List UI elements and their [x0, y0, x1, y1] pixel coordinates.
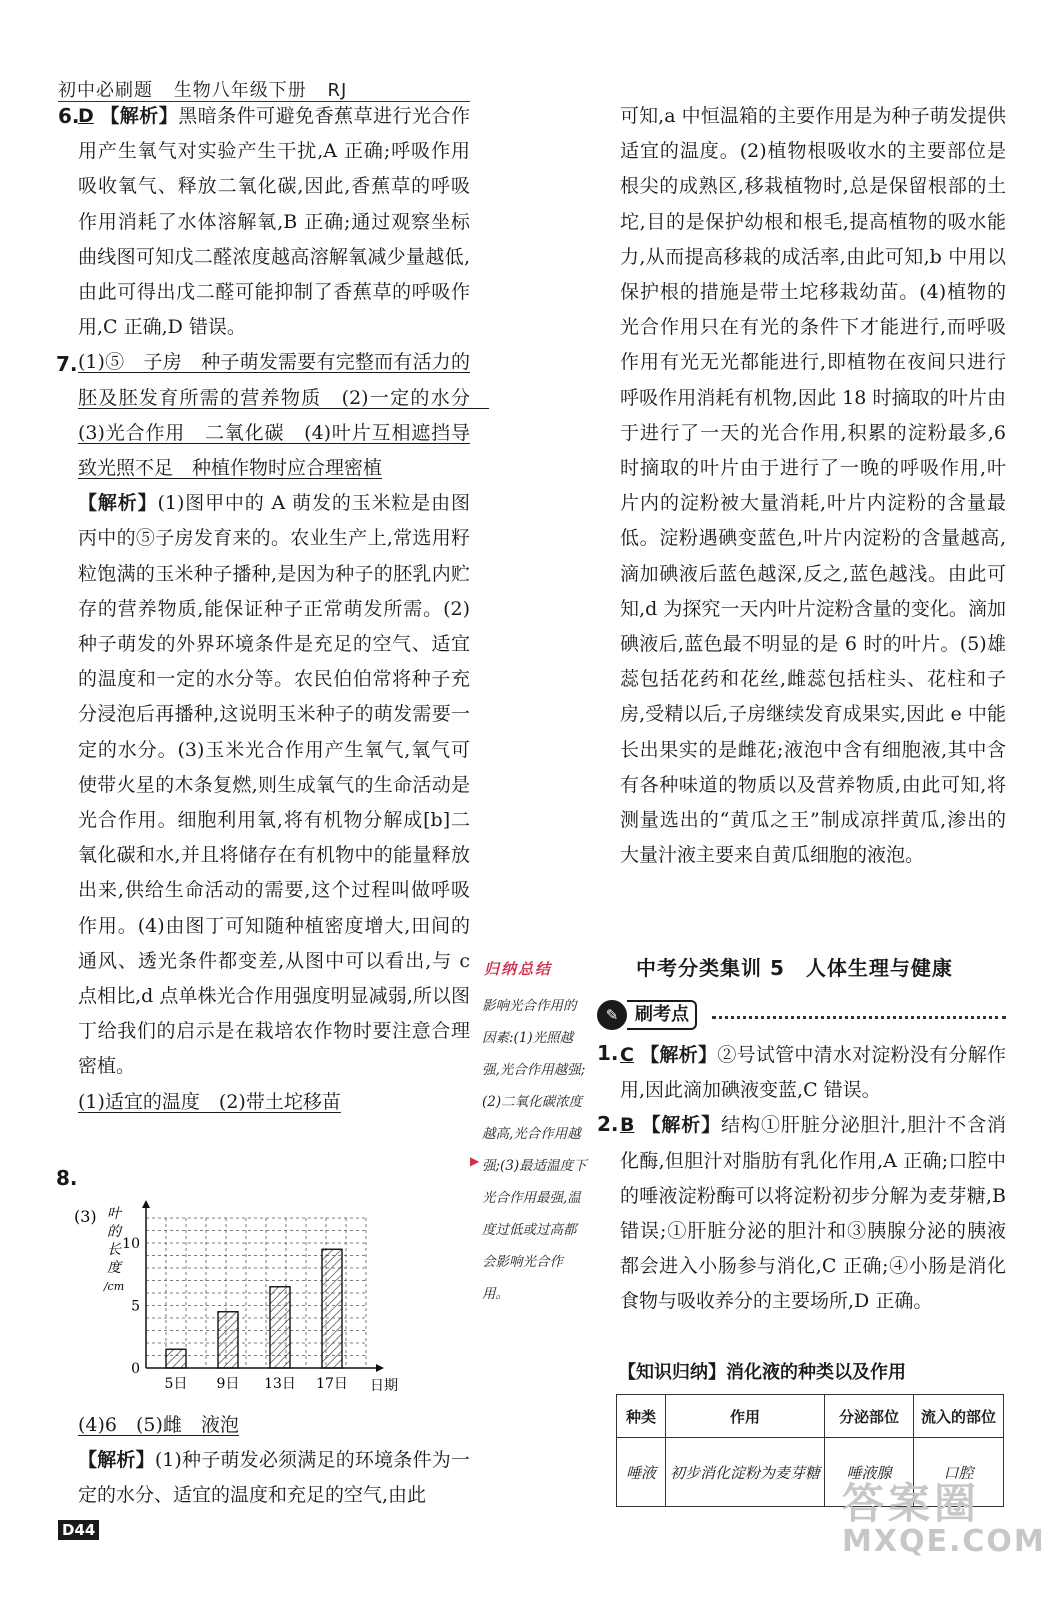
table-cell: 唾液: [617, 1438, 666, 1507]
x-axis-label: 日期: [370, 1378, 398, 1394]
q7-tag: 【解析】: [78, 492, 158, 515]
table-header: 作用: [666, 1395, 825, 1438]
bar: [270, 1287, 290, 1368]
q6-number: 6.: [58, 104, 80, 128]
y-axis-label: 度: [107, 1260, 121, 1276]
table-header: 种类: [617, 1395, 666, 1438]
q6-block: [78, 99, 470, 345]
leaf-length-chart: [70, 1198, 398, 1406]
q6-answer: D: [78, 105, 94, 127]
q7-answer: (1)⑤ 子房 种子萌发需要有完整而有活力的胚及胚发育所需的营养物质 (2)一定的水分 (3)光合作用 二氧化碳 (4)叶片互相遮挡导致光照不足 种植作物时应合理密植: [78, 351, 490, 480]
r-q2-tag: 【解析】: [641, 1114, 722, 1137]
y-axis-arrow-icon: [142, 1200, 150, 1208]
y-axis-label: 的: [107, 1224, 121, 1240]
x-tick-label: 9日: [216, 1376, 240, 1392]
section-title: 中考分类集训 5 人体生理与健康: [636, 956, 953, 980]
bar: [322, 1249, 342, 1368]
badge-label: 刷考点: [627, 1000, 697, 1030]
left-column: [78, 99, 490, 1120]
q8-answer-2: (4)6 (5)雌 液泡: [78, 1414, 239, 1436]
table-cell: 初步消化淀粉为麦芽糖: [666, 1438, 825, 1507]
q7-explanation-block: [78, 486, 470, 1084]
r-q2-number: 2.: [597, 1112, 619, 1136]
r-q1-answer: C: [620, 1044, 634, 1066]
side-note-arrow-icon: ▶: [470, 1154, 480, 1168]
q8-explanation: (1)种子萌发必须满足的环境条件为一定的水分、适宜的温度和充足的空气,由此: [78, 1449, 470, 1507]
q6-tag: 【解析】: [100, 105, 179, 127]
r-q2-answer: B: [620, 1114, 635, 1137]
table-cell: 口腔: [914, 1438, 1004, 1507]
q8-answer: (1)适宜的温度 (2)带土坨移苗: [78, 1090, 341, 1113]
q7-number: 7.: [56, 352, 78, 376]
y-tick-label: 5: [131, 1298, 140, 1315]
table-cell: 唾液腺: [825, 1438, 914, 1507]
pencil-icon: ✎: [597, 1000, 627, 1030]
section-badge: [597, 1000, 697, 1030]
right-continuation: 可知,a 中恒温箱的主要作用是为种子萌发提供适宜的温度。(2)植物根吸收水的主要部位是根尖的成熟区,移栽植物时,总是保留根部的土坨,目的是保护幼根和根毛,提高植物的吸水能力,从而提高移栽的成活率,由此可知,b 中用以保护根的措施是带土坨移栽幼苗。(4)植物的光合作用只在有光的条件下才能进行,而呼吸作用有光无光都能进行,即植物在夜间只进行呼吸作用消耗有机物,因此 18 时摘取的叶片由于进行了一天的光合作用,积累的淀粉最多,6 时摘取的叶片由于进行了一晚的呼吸作用,叶片内的淀粉被大量消耗,叶片内淀粉的含量最低。淀粉遇碘变蓝色,叶片内淀粉的含量越高,滴加碘液后蓝色越深,反之,蓝色越浅。由此可知,d 为探究一天内叶片淀粉含量的变化。滴加碘液后,蓝色最不明显的是 6 时的叶片。(5)雄蕊包括花药和花丝,雌蕊包括柱头、花柱和子房,受精以后,子房继续发育成果实,因此 e 中能长出果实的是雌花;液泡中含有细胞液,其中含有各种味道的物质以及营养物质,由此可知,将测量选出的“黄瓜之王”制成凉拌黄瓜,渗出的大量汁液主要来自黄瓜细胞的液泡。: [620, 105, 1006, 867]
chart-svg: [70, 1198, 398, 1402]
y-axis-label: /cm: [103, 1280, 125, 1293]
dotted-rule: [712, 1016, 1006, 1019]
y-tick-label: 0: [131, 1361, 140, 1377]
q8-answer-block: [78, 1085, 470, 1120]
table-header: 分泌部位: [825, 1395, 914, 1438]
q6-explanation: 黑暗条件可避免香蕉草进行光合作用产生氧气对实验产生干扰,A 正确;呼吸作用吸收氧气、释放二氧化碳,因此,香蕉草的呼吸作用消耗了水体溶解氧,B 正确;通过观察坐标曲线图可知戊二醛浓度越高溶解氧减少量越低,由此可得出戊二醛可能抑制了香蕉草的呼吸作用,C 正确,D 错误。: [78, 105, 470, 339]
watermark-line-1: 答案圈: [842, 1479, 981, 1528]
bar: [218, 1312, 238, 1368]
watermark: [842, 1479, 1046, 1559]
x-axis-arrow-icon: [376, 1364, 384, 1372]
y-tick-label: 10: [122, 1236, 140, 1252]
x-tick-label: 13日: [264, 1376, 296, 1392]
page-number: D44: [58, 1520, 99, 1540]
part-label: (3): [74, 1207, 97, 1226]
y-axis-label: 叶: [107, 1206, 121, 1222]
r-q2-explanation: 结构①肝脏分泌胆汁,胆汁不含消化酶,但胆汁对脂肪有乳化作用,A 正确;口腔中的唾液淀粉酶可以将淀粉初步分解为麦芽糖,B 错误;①肝脏分泌的胆汁和③胰腺分泌的胰液都会进入小肠参与消化,C 正确;④小肠是消化食物与吸收养分的主要场所,D 正确。: [620, 1114, 1006, 1313]
q7-answer-block: [78, 345, 490, 486]
q8-tag: 【解析】: [78, 1449, 155, 1472]
bar: [166, 1349, 186, 1368]
table-header-row: [617, 1395, 1004, 1438]
r-q1-number: 1.: [597, 1041, 619, 1065]
knowledge-summary-title: 【知识归纳】消化液的种类以及作用: [618, 1362, 906, 1383]
r-q1-tag: 【解析】: [640, 1044, 718, 1066]
r-q1-block: [620, 1038, 1006, 1108]
r-q1-explanation: ②号试管中清水对淀粉没有分解作用,因此滴加碘液变蓝,C 错误。: [620, 1044, 1006, 1102]
right-column: [620, 99, 1006, 873]
y-axis-label: 长: [107, 1242, 121, 1258]
q8-number: 8.: [56, 1166, 78, 1190]
left-column-bottom: [78, 1408, 470, 1514]
right-questions: [620, 1038, 1006, 1320]
side-note-title: 归纳总结: [484, 960, 553, 978]
header-book: 初中必刷题: [58, 80, 153, 101]
side-note-text: 影响光合作用的因素:(1)光照越强,光合作用越强;(2)二氧化碳浓度越高,光合作用越强;(3)最适温度下光合作用最强,温度过低或过高都会影响光合作用。: [482, 998, 587, 1302]
x-tick-label: 17日: [316, 1376, 348, 1392]
q7-explanation: (1)图甲中的 A 萌发的玉米粒是由图丙中的⑤子房发育来的。农业生产上,常选用籽粒饱满的玉米种子播种,是因为种子的胚乳内贮存的营养物质,能保证种子正常萌发所需。(2)种子萌发的外界环境条件是充足的空气、适宜的温度和一定的水分等。农民伯伯常将种子充分浸泡后再播种,这说明玉米种子的萌发需要一定的水分。(3)玉米光合作用产生氧气,氧气可使带火星的木条复燃,则生成氧气的生命活动是光合作用。细胞利用氧,将有机物分解成[b]二氧化碳和水,并且将储存在有机物中的能量释放出来,供给生命活动的需要,这个过程叫做呼吸作用。(4)由图丁可知随种植密度增大,田间的通风、透光条件都变差,从图中可以看出,与 c 点相比,d 点单株光合作用强度明显减弱,所以图丁给我们的启示是在栽培农作物时要注意合理密植。: [78, 492, 470, 1078]
header-edition: RJ: [327, 80, 348, 101]
r-q2-block: [620, 1108, 1006, 1319]
table-header: 流入的部位: [914, 1395, 1004, 1438]
header-subject: 生物八年级下册: [173, 80, 307, 101]
watermark-line-2: MXQE.COM: [842, 1524, 1046, 1559]
x-tick-label: 5日: [164, 1376, 188, 1392]
